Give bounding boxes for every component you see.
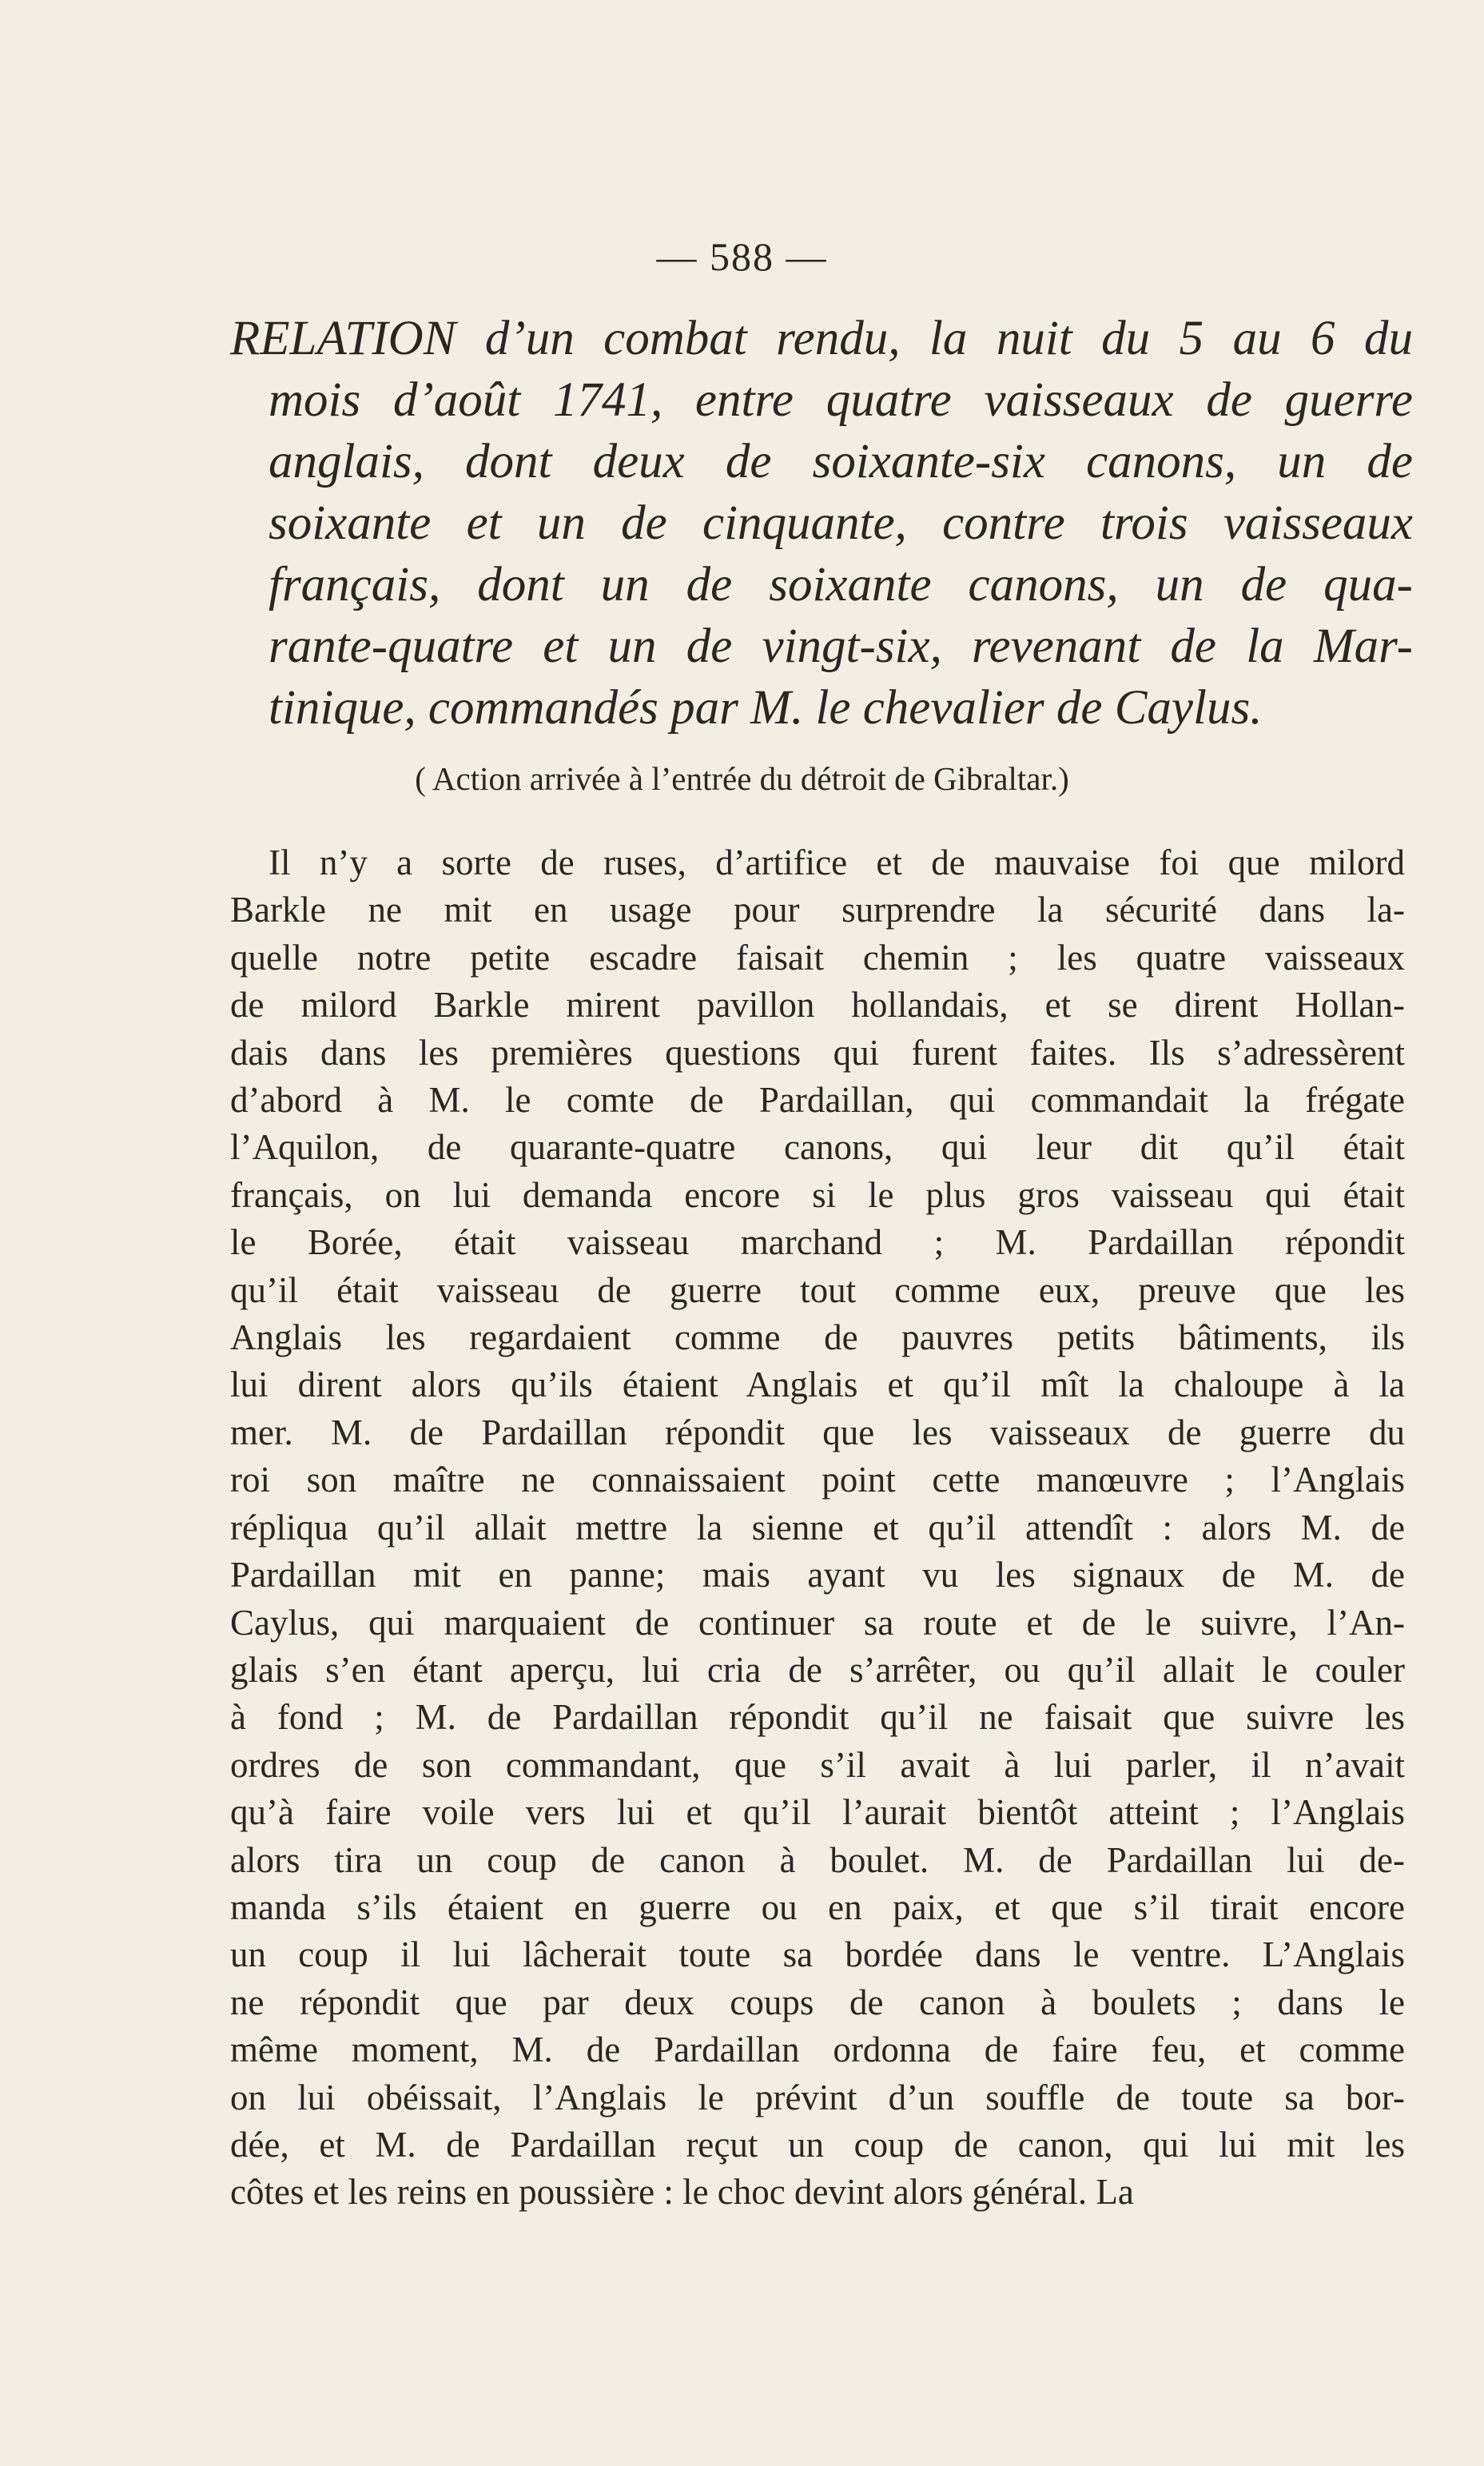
body-line: Pardaillan mit en panne; mais ayant vu les signaux de M. de xyxy=(230,1555,1405,1596)
body-line: roi son maître ne connaissaient point cette manœuvre ; l’Anglais xyxy=(230,1460,1405,1500)
body-line: côtes et les reins en poussière : le choc devint alors général. La xyxy=(230,2172,1134,2213)
body-line: Il n’y a sorte de ruses, d’artifice et de mauvaise foi que milord xyxy=(269,843,1405,882)
body-line: alors tira un coup de canon à boulet. M. de Pardaillan lui de- xyxy=(230,1839,1405,1880)
body-line: dais dans les premières questions qui furent faites. Ils s’adressèrent xyxy=(230,1032,1405,1073)
body-line: manda s’ils étaient en guerre ou en paix, et que s’il tirait encore xyxy=(230,1886,1405,1927)
body-line: on lui obéissait, l’Anglais le prévint d’un souffle de toute sa bor- xyxy=(230,2077,1405,2117)
body-line: ordres de son commandant, que s’il avait à lui parler, il n’avait xyxy=(230,1744,1405,1785)
title-line: soixante et un de cinquante, contre trois vaisseaux xyxy=(269,496,1413,550)
body-line: français, on lui demanda encore si le plus gros vaisseau qui était xyxy=(230,1174,1405,1215)
body-line: l’Aquilon, de quarante-quatre canons, qui leur dit qu’il était xyxy=(230,1127,1405,1168)
title-line: tinique, commandés par M. le chevalier de Caylus. xyxy=(269,681,1263,735)
body-line: répliqua qu’il allait mettre la sienne et qu’il attendît : alors M. de xyxy=(230,1507,1405,1548)
document-title xyxy=(230,308,1413,739)
body-line: qu’à faire voile vers lui et qu’il l’aurait bientôt atteint ; l’Anglais xyxy=(230,1792,1405,1833)
body-line: mer. M. de Pardaillan répondit que les vaisseaux de guerre du xyxy=(230,1412,1405,1452)
title-line: mois d’août 1741, entre quatre vaisseaux de guerre xyxy=(269,373,1413,427)
body-line: quelle notre petite escadre faisait chemin ; les quatre vaisseaux xyxy=(230,937,1405,978)
body-line: ne répondit que par deux coups de canon à boulets ; dans le xyxy=(230,1982,1405,2022)
body-line: qu’il était vaisseau de guerre tout comme eux, preuve que les xyxy=(230,1269,1405,1310)
body-line: un coup il lui lâcherait toute sa bordée dans le ventre. L’Anglais xyxy=(230,1934,1405,1975)
page-number: — 588 — xyxy=(656,234,828,279)
body-line: Anglais les regardaient comme de pauvres petits bâtiments, ils xyxy=(230,1317,1405,1358)
subtitle: ( Action arrivée à l’entrée du détroit de Gibraltar.) xyxy=(415,760,1069,797)
body-line: dée, et M. de Pardaillan reçut un coup de canon, qui lui mit les xyxy=(230,2124,1405,2165)
body-line: le Borée, était vaisseau marchand ; M. Pardaillan répondit xyxy=(230,1222,1405,1263)
title-line: anglais, dont deux de soixante-six canons, un de xyxy=(269,435,1413,488)
body-text xyxy=(230,839,1405,2217)
body-line: lui dirent alors qu’ils étaient Anglais et qu’il mît la chaloupe à la xyxy=(230,1364,1405,1405)
body-line: de milord Barkle mirent pavillon hollandais, et se dirent Hollan- xyxy=(230,985,1405,1026)
body-line: Barkle ne mit en usage pour surprendre la sécurité dans la- xyxy=(230,890,1405,930)
title-line: rante-quatre et un de vingt-six, revenant de la Mar- xyxy=(269,619,1413,673)
body-line: à fond ; M. de Pardaillan répondit qu’il ne faisait que suivre les xyxy=(230,1697,1405,1738)
body-line: même moment, M. de Pardaillan ordonna de faire feu, et comme xyxy=(230,2030,1405,2070)
body-line: d’abord à M. le comte de Pardaillan, qui commandait la frégate xyxy=(230,1080,1405,1121)
title-line: français, dont un de soixante canons, un de qua- xyxy=(269,558,1413,612)
title-line: RELATION d’un combat rendu, la nuit du 5 au 6 du xyxy=(230,312,1413,365)
body-line: glais s’en étant aperçu, lui cria de s’arrêter, ou qu’il allait le couler xyxy=(230,1649,1405,1690)
body-line: Caylus, qui marquaient de continuer sa route et de le suivre, l’An- xyxy=(230,1602,1405,1643)
